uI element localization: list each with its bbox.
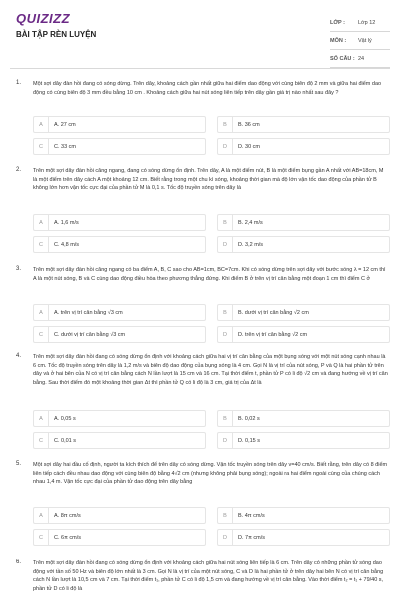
option-letter: A [34, 508, 49, 523]
option-letter: D [218, 327, 233, 342]
question-number: 1. [16, 80, 22, 86]
worksheet-header [0, 0, 400, 62]
option-value: C. 0,01 s [54, 437, 77, 444]
option-c[interactable] [33, 529, 206, 546]
option-value: D. 7π cm/s [238, 534, 266, 541]
option-letter: A [34, 305, 49, 320]
meta-key: SỐ CÂU : [330, 55, 355, 62]
option-a[interactable] [33, 214, 206, 231]
option-letter: D [218, 433, 233, 448]
option-letter: B [218, 215, 233, 230]
option-letter: A [34, 411, 49, 426]
option-d[interactable] [217, 529, 390, 546]
option-d[interactable] [217, 326, 390, 343]
option-value: B. 36 cm [238, 121, 260, 128]
question-number: 5. [16, 461, 22, 467]
option-letter: C [34, 237, 49, 252]
option-letter: D [218, 530, 233, 545]
option-value: B. dưới vị trí cân bằng √2 cm [238, 309, 309, 316]
question-text: Một sợi dây hai đầu cố định, người ta kích thích để trên dây có sóng dừng. Vận tốc truyền sóng trên dây v=40 cm/s. Biết rằng, trên dây có 8 điểm liên tiếp cách đều nhau dao động với cùng biên độ bằng 4√2 cm (nhưng không phải bụng sóng); ngoài ra hai điểm ngoài cùng của chúng cách nhau 1,4 m. Vận tốc cực đại của phần tử dao động trên dây bằng [33, 462, 388, 486]
option-value: A. 8π cm/s [54, 512, 81, 519]
meta-row-subject [330, 32, 390, 50]
option-value: A. trên vị trí cân bằng √3 cm [54, 309, 123, 316]
option-value: A. 1,6 m/s [54, 219, 79, 226]
meta-row-count [330, 50, 390, 68]
option-d[interactable] [217, 432, 390, 449]
option-a[interactable] [33, 507, 206, 524]
question-text: Một sợi dây đàn hồi đang có sóng dừng. Trên dây, khoảng cách gần nhất giữa hai điểm dao động với cùng biên độ 2 mm và giữa hai điểm dao động có cùng biên độ 3 mm đều bằng 10 cm . Khoảng cách giữa hai nút sóng liên tiếp trên dây gần giá trị nào nhất sau đây ? [33, 81, 382, 96]
question-text: Trên một sợi dây đàn hồi đang có sóng dừng ổn định với khoảng cách giữa hai vị trí cân bằng của một bụng sóng với một nút sóng cạnh nhau là 6 cm. Tốc độ truyền sóng trên dây là 1,2 m/s và biên độ dao động của bụng sóng là 4 cm. Gọi N là vị trí của nút sóng, P và Q là hai phần tử trên dây và ở hai bên của N có vị trí cân bằng cách N lần lượt là 15 cm và 16 cm. Tại thời điểm t, phần tử P có li độ √2 cm và đang hướng về vị trí cân bằng. Sau thời điểm đó một khoảng thời gian Δt thì phần tử Q có li độ là 3 cm, giá trị của Δt là [33, 354, 388, 386]
meta-key: LỚP : [330, 19, 345, 26]
option-letter: D [218, 237, 233, 252]
option-a[interactable] [33, 304, 206, 321]
option-letter: C [34, 433, 49, 448]
option-b[interactable] [217, 116, 390, 133]
option-d[interactable] [217, 236, 390, 253]
question-text: Trên một sợi dây đàn hồi đang có sóng dừng ổn định với khoảng cách giữa hai nút sóng liên tiếp là 6 cm. Trên dây có những phần tử sóng dao động với tần số 50 Hz và biên độ lớn nhất là 3 cm. Gọi N là vị trí của một nút sóng, C và D là hai phần tử ở trên dây hai bên N có vị trí cân bằng cách N lần lượt là 10,5 cm và 7 cm. Tại thời điểm t₁, phần tử C có li độ 1,5 cm và đang hướng về vị trí cân bằng. Vào thời điểm t₂ = t₁ + 79/40 s, phần tử D có li độ là [33, 560, 384, 592]
meta-value: 24 [358, 55, 365, 62]
option-c[interactable] [33, 432, 206, 449]
option-letter: A [34, 117, 49, 132]
meta-value: Lớp 12 [358, 19, 376, 26]
option-b[interactable] [217, 507, 390, 524]
option-letter: D [218, 139, 233, 154]
option-a[interactable] [33, 116, 206, 133]
meta-panel [330, 14, 390, 68]
option-d[interactable] [217, 138, 390, 155]
option-value: C. 6π cm/s [54, 534, 82, 541]
option-c[interactable] [33, 138, 206, 155]
option-value: C. 4,8 m/s [54, 241, 80, 248]
option-value: D. 3,2 m/s [238, 241, 264, 248]
option-b[interactable] [217, 410, 390, 427]
option-b[interactable] [217, 304, 390, 321]
meta-row-class [330, 14, 390, 32]
option-c[interactable] [33, 326, 206, 343]
question-text: Trên một sợi dây đàn hồi căng ngang, đang có sóng dừng ổn định. Trên dây, A là một điểm nút, B là một điểm bụng gần A nhất với AB=18cm, M là một điểm trên dây cách A một khoảng 12 cm. Biết rằng trong một chu kì sóng, khoảng thời gian mà độ lớn vận tốc dao động của phần tử B không lớn hơn vận tốc cực đại của phần tử M là 0,1 s. Tốc độ truyền sóng trên dây là [33, 168, 384, 192]
question-number: 2. [16, 167, 22, 173]
meta-key: MÔN : [330, 37, 347, 44]
option-value: D. trên vị trí cân bằng √2 cm [238, 331, 308, 338]
option-c[interactable] [33, 236, 206, 253]
option-value: C. 33 cm [54, 143, 77, 150]
question-number: 6. [16, 559, 22, 565]
option-letter: C [34, 530, 49, 545]
worksheet-title: BÀI TẬP RÈN LUYỆN [16, 30, 97, 39]
option-a[interactable] [33, 410, 206, 427]
option-value: B. 2,4 m/s [238, 219, 263, 226]
brand-logo: QUIZIZZ [16, 11, 71, 26]
option-letter: A [34, 215, 49, 230]
option-b[interactable] [217, 214, 390, 231]
option-value: D. 0,15 s [238, 437, 261, 444]
header-divider [10, 68, 390, 69]
option-value: A. 27 cm [54, 121, 76, 128]
option-letter: C [34, 139, 49, 154]
meta-value: Vật lý [358, 37, 372, 44]
option-value: B. 0,02 s [238, 415, 260, 422]
option-letter: B [218, 411, 233, 426]
option-value: C. dưới vị trí cân bằng √3 cm [54, 331, 126, 338]
question-6 [16, 559, 388, 600]
option-value: B. 4π cm/s [238, 512, 265, 519]
option-letter: C [34, 327, 49, 342]
option-value: A. 0,05 s [54, 415, 76, 422]
option-letter: B [218, 305, 233, 320]
option-letter: B [218, 117, 233, 132]
question-text: Trên một sợi dây đàn hồi căng ngang có ba điểm A, B, C sao cho AB=1cm, BC=7cm. Khi có sóng dừng trên sợi dây với bước sóng λ = 12 cm thì A là một nút sóng, B và C cùng dao động điều hòa theo phương thẳng đứng. Khi điểm B ở trên vị trí cân bằng một đoạn 1 cm thì điểm C ở [33, 267, 386, 282]
question-number: 3. [16, 266, 22, 272]
question-number: 4. [16, 353, 22, 359]
option-letter: B [218, 508, 233, 523]
option-value: D. 30 cm [238, 143, 261, 150]
